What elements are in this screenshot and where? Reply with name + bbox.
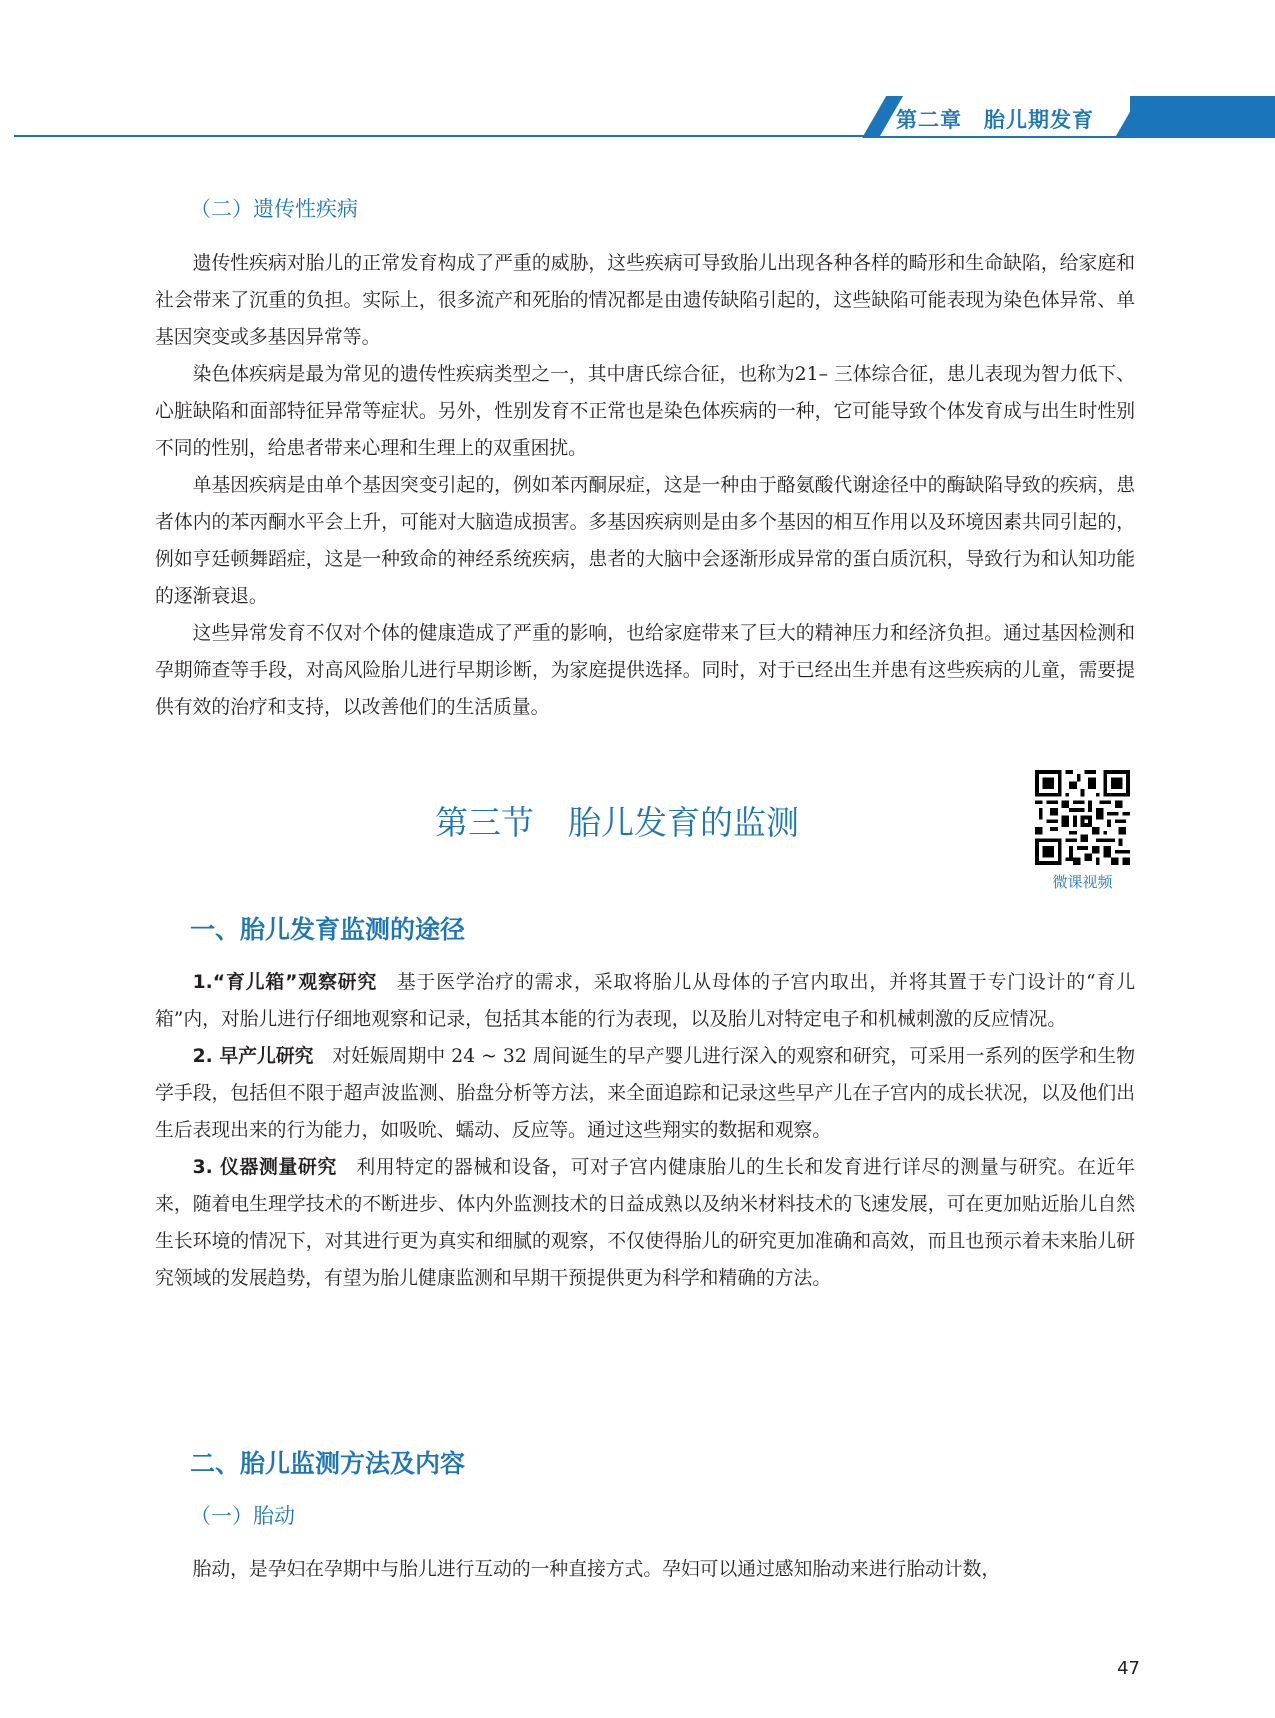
header-chapter-title: 胎儿期发育	[984, 108, 1094, 132]
section-number: 第三节	[435, 803, 534, 842]
item-text: 利用特定的器械和设备，可对子宫内健康胎儿的生长和发育进行详尽的测量与研究。在近年来，随着电生理学技术的不断进步、体内外监测技术的日益成熟以及纳米材料技术的飞速发展，可在更加贴近胎儿自然生长环境的情况下，对其进行更为真实和细腻的观察，不仅使得胎儿的研究更加准确和高效，而且也预示着未来胎儿研究领域的发展趋势，有望为胎儿健康监测和早期干预提供更为科学和精确的方法。	[155, 1157, 1136, 1289]
header-chapter: 第二章	[896, 108, 962, 132]
qr-code-icon[interactable]	[1035, 770, 1130, 865]
list-item	[155, 1149, 1135, 1297]
monitoring-approaches	[155, 964, 1135, 1297]
subsection-heading-genetic: （二）遗传性疾病	[190, 197, 358, 221]
section-title-text: 胎儿发育的监测	[568, 803, 799, 842]
list-item	[155, 964, 1135, 1038]
item-text: 基于医学治疗的需求，采取将胎儿从母体的子宫内取出，并将其置于专门设计的“育儿箱”内，对胎儿进行仔细地观察和记录，包括其本能的行为表现，以及胎儿对特定电子和机械刺激的反应情况。	[155, 972, 1136, 1030]
section-heading-2: 二、胎儿监测方法及内容	[190, 1449, 466, 1478]
genetic-text-block	[155, 245, 1135, 726]
item-text: 对妊娠周期中 24 ~ 32 周间诞生的早产婴儿进行深入的观察和研究，可采用一系列的医学和生物学手段，包括但不限于超声波监测、胎盘分析等方法，来全面追踪和记录这些早产儿在子宫内的成长状况，以及他们出生后表现出来的行为能力，如吸吮、蠕动、反应等。通过这些翔实的数据和观察。	[155, 1046, 1135, 1141]
paragraph: 胎动，是孕妇在孕期中与胎儿进行互动的一种直接方式。孕妇可以通过感知胎动来进行胎动计数，	[192, 1559, 1001, 1580]
paragraph: 单基因疾病是由单个基因突变引起的，例如苯丙酮尿症，这是一种由于酪氨酸代谢途径中的酶缺陷导致的疾病，患者体内的苯丙酮水平会上升，可能对大脑造成损害。多基因疾病则是由多个基因的相互作用以及环境因素共同引起的，例如亨廷顿舞蹈症，这是一种致命的神经系统疾病，患者的大脑中会逐渐形成异常的蛋白质沉积，导致行为和认知功能的逐渐衰退。	[155, 475, 1135, 607]
section-title	[435, 797, 799, 844]
item-term: 3. 仪器测量研究	[192, 1157, 337, 1178]
subsection-heading-fetal-movement: （一）胎动	[190, 1504, 295, 1528]
running-header	[896, 104, 1116, 134]
paragraph: 这些异常发育不仅对个体的健康造成了严重的影响，也给家庭带来了巨大的精神压力和经济负担。通过基因检测和孕期筛查等手段，对高风险胎儿进行早期诊断，为家庭提供选择。同时，对于已经出生并患有这些疾病的儿童，需要提供有效的治疗和支持，以改善他们的生活质量。	[155, 623, 1135, 718]
qr-label: 微课视频	[1052, 873, 1113, 891]
page-number: 47	[1117, 1658, 1140, 1679]
fetal-movement-text	[155, 1551, 1135, 1588]
item-term: 2. 早产儿研究	[192, 1046, 314, 1067]
paragraph: 遗传性疾病对胎儿的正常发育构成了严重的威胁，这些疾病可导致胎儿出现各种各样的畸形和生命缺陷，给家庭和社会带来了沉重的负担。实际上，很多流产和死胎的情况都是由遗传缺陷引起的，这些缺陷可能表现为染色体异常、单基因突变或多基因异常等。	[155, 253, 1135, 348]
header-bar-right	[1130, 96, 1275, 138]
list-item	[155, 1038, 1135, 1149]
section-heading-1: 一、胎儿发育监测的途径	[190, 915, 466, 944]
item-term: 1.“育儿箱”观察研究	[192, 972, 378, 993]
paragraph: 染色体疾病是最为常见的遗传性疾病类型之一，其中唐氏综合征，也称为21– 三体综合征，患儿表现为智力低下、心脏缺陷和面部特征异常等症状。另外，性别发育不正常也是染色体疾病的一种，它可能导致个体发育成与出生时性别不同的性别，给患者带来心理和生理上的双重困扰。	[155, 364, 1135, 459]
